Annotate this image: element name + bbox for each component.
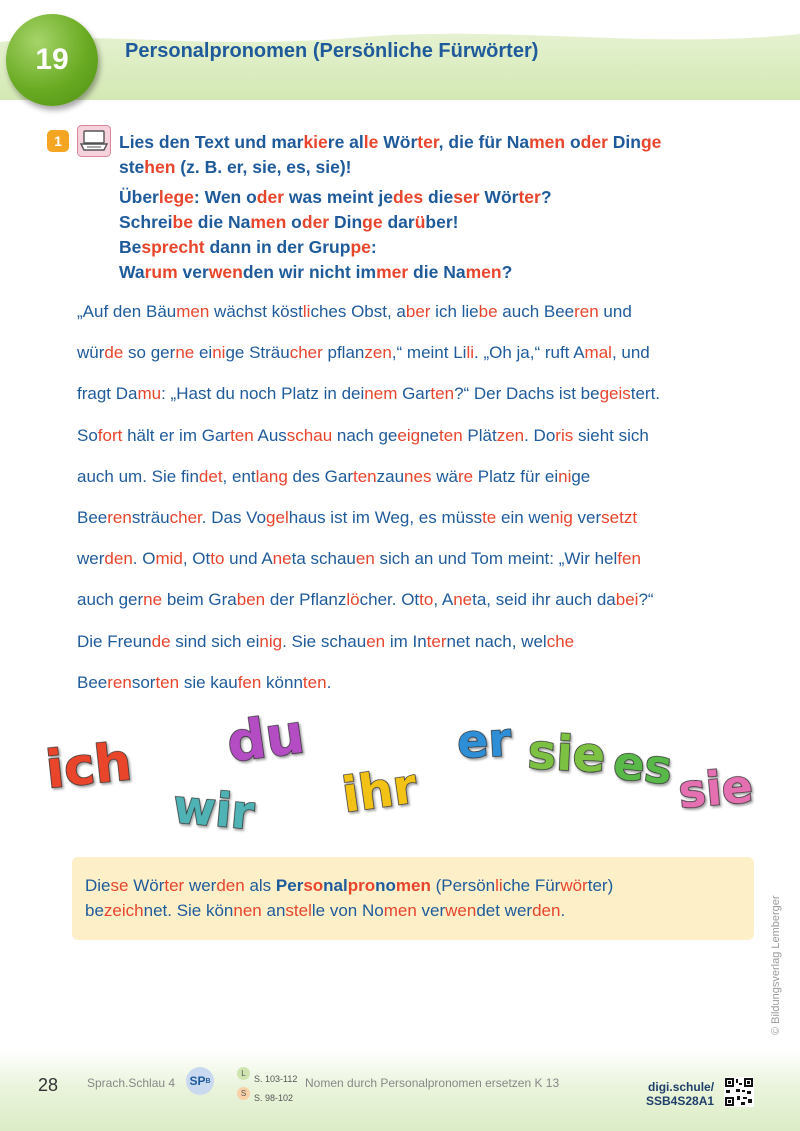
page-number: 28 (38, 1075, 59, 1095)
story-segment: ber (405, 302, 431, 321)
story-segment: zau (376, 466, 405, 486)
story-segment: gel (266, 508, 289, 527)
story-line (77, 343, 650, 363)
instruction-segment: ber! (425, 212, 459, 232)
instruction-segment: ü (414, 212, 426, 232)
story-segment: ches Obst, a (310, 302, 406, 321)
instruction-segment: pe (350, 237, 371, 257)
story-segment: ren (107, 508, 132, 527)
instruction-segment: ter (417, 132, 439, 152)
info-segment: Per (275, 876, 304, 895)
instruction-segment: dar (382, 212, 415, 232)
instruction-segment: ste (119, 157, 145, 177)
story-segment: ben (236, 590, 266, 610)
story-segment: ten (155, 672, 180, 692)
story-segment: wür (77, 343, 105, 363)
info-segment: che Für (502, 876, 561, 895)
story-segment: ge Sträu (225, 343, 290, 363)
story-segment: ne (420, 425, 440, 445)
story-segment: tert. (630, 384, 661, 404)
story-segment: wä (431, 466, 458, 486)
instruction-segment: die (423, 187, 454, 207)
laptop-icon (77, 125, 111, 157)
story-segment: So (77, 425, 98, 445)
story-line (77, 673, 331, 693)
copyright: © Bildungsverlag Lemberger (770, 895, 782, 1035)
instruction-segment: ge (362, 212, 383, 232)
story-segment: wächst köst (209, 302, 303, 321)
info-segment: Wör (128, 876, 165, 895)
info-segment: se (110, 876, 129, 895)
instruction-line (119, 237, 377, 258)
story-segment: bei (615, 590, 639, 610)
info-segment: wen (445, 901, 477, 920)
story-segment: ne (272, 549, 292, 569)
instruction-segment: rum (144, 262, 178, 282)
instruction-segment: : Wen o (193, 187, 257, 207)
instruction-segment: Lies den Text und mar (119, 132, 304, 152)
story-segment: re (457, 466, 474, 486)
story-segment: te (482, 508, 497, 527)
story-segment: Bee (77, 508, 108, 527)
instruction-segment: hen (144, 157, 176, 177)
digi-link-line-2: SSB4S28A1 (646, 1094, 715, 1108)
story-segment: de (104, 343, 124, 363)
story-segment: eig (397, 425, 421, 445)
story-segment: sich an und Tom meint: „Wir hel (374, 549, 618, 569)
pronoun-du: du (223, 701, 309, 775)
story-segment: ne (453, 590, 473, 610)
story-segment: ?“ (638, 590, 654, 610)
story-segment: . „Oh ja,“ ruft A (474, 343, 585, 363)
story-line (77, 590, 654, 610)
info-segment: men (383, 901, 417, 920)
story-segment: li (466, 343, 474, 363)
info-segment: an (261, 901, 286, 920)
story-segment: zen (496, 425, 525, 445)
story-segment: ein we (496, 508, 551, 527)
story-segment: to (210, 549, 225, 569)
story-segment: könn (261, 672, 303, 692)
instruction-segment: sprecht (141, 237, 205, 257)
story-segment: ?“ Der Dachs ist be (454, 384, 600, 404)
info-line (85, 901, 565, 921)
ref-l-label: L (241, 1069, 246, 1078)
story-segment: im In (385, 631, 427, 651)
story-segment: pflan (322, 343, 365, 363)
story-segment: lang (255, 466, 288, 486)
pronoun-wir: wir (171, 779, 257, 841)
story-segment: be (478, 302, 498, 321)
story-segment: , A (433, 590, 454, 610)
spb-badge (186, 1067, 214, 1095)
story-segment: ter (426, 631, 447, 651)
info-segment: no (375, 876, 396, 895)
story-segment: ten (430, 384, 455, 404)
instruction-segment: , die für Na (438, 132, 530, 152)
story-segment: zen (364, 343, 392, 363)
story-segment: sind sich ei (170, 631, 260, 651)
story-segment: , Ot (182, 549, 211, 569)
instruction-segment: le (158, 187, 174, 207)
instruction-segment: Über (119, 187, 159, 207)
story-line (77, 508, 637, 528)
instruction-segment: kie (303, 132, 328, 152)
story-segment: haus ist im Weg, es müss (288, 508, 483, 527)
story-segment: . Das Vo (201, 508, 267, 527)
story-segment: nig (259, 631, 283, 651)
instruction-segment: ge (173, 187, 194, 207)
info-segment: det wer (476, 901, 533, 920)
instruction-segment: den wir nicht im (242, 262, 377, 282)
story-segment: nes (404, 466, 432, 486)
ref-s-label: S (240, 1089, 247, 1098)
story-segment: ei (194, 343, 213, 363)
story-segment: schau (286, 425, 333, 445)
story-segment: wer (77, 549, 105, 569)
instruction-segment: (z. B. er, sie, es, sie)! (175, 157, 352, 177)
story-segment: li (302, 302, 311, 321)
story-segment: ten (439, 425, 463, 445)
instruction-segment: wen (208, 262, 243, 282)
instruction-segment: ? (540, 187, 552, 207)
info-segment: net. Sie kön (143, 901, 234, 920)
instruction-segment: der (256, 187, 285, 207)
story-segment: ten (352, 466, 377, 486)
story-line (77, 426, 649, 446)
pronoun-bubbles (0, 700, 800, 850)
story-segment: nig (550, 508, 573, 527)
instruction-segment: Din (329, 212, 363, 232)
story-segment: det (198, 466, 223, 486)
info-segment: (Persön (430, 876, 496, 895)
ref-l-pages: S. 103-112 (254, 1074, 298, 1084)
story-segment: , ent (222, 466, 256, 486)
story-segment: fragt Da (77, 384, 138, 404)
story-segment: ne (175, 343, 195, 363)
info-segment: li (495, 876, 503, 895)
instruction-segment: men (465, 262, 502, 282)
task-number: 1 (54, 133, 62, 149)
story-segment: geis (599, 384, 631, 404)
story-segment: fen (617, 549, 641, 569)
story-segment: fort (97, 425, 123, 445)
instruction-segment: Be (119, 237, 142, 257)
info-line (85, 876, 613, 896)
pronoun-es: es (610, 735, 675, 796)
story-segment: Platz für ei (473, 466, 559, 486)
story-segment: . (326, 672, 332, 692)
story-line (77, 384, 660, 404)
instruction-segment: ser (453, 187, 480, 207)
info-box (72, 857, 754, 940)
digi-link[interactable] (646, 1080, 714, 1108)
story-segment: mid (155, 549, 183, 569)
story-segment: nem (364, 384, 398, 404)
info-segment: zeich (103, 901, 144, 920)
chapter-badge (6, 14, 98, 106)
story-segment: mal (584, 343, 612, 363)
instruction-segment: Din (607, 132, 641, 152)
spb-badge-label: SP (189, 1074, 206, 1088)
story-segment: Bee (77, 672, 108, 692)
story-segment: ta, seid ihr auch da (472, 590, 616, 610)
pronoun-er: er (455, 712, 513, 769)
instruction-line (119, 262, 512, 283)
story-segment: sieht sich (573, 425, 649, 445)
story-segment: und A (224, 549, 273, 569)
instruction-line (119, 157, 351, 178)
info-segment: ter) (587, 876, 614, 895)
instruction-segment: men (529, 132, 566, 152)
story-segment: ne (143, 590, 163, 610)
story-segment: Aus (253, 425, 287, 445)
story-segment: so ger (123, 343, 176, 363)
instruction-segment: was meint je (284, 187, 393, 207)
ref-l-badge (237, 1067, 250, 1080)
info-segment: nen (233, 901, 262, 920)
info-segment: ter (164, 876, 185, 895)
instruction-segment: Schrei (119, 212, 173, 232)
pronoun-sie: sie (526, 724, 607, 785)
story-segment: ni (558, 466, 572, 486)
story-segment: fen (237, 672, 262, 692)
story-segment: auch Bee (497, 302, 575, 321)
instruction-segment: Wör (378, 132, 418, 152)
story-segment: en (355, 549, 375, 569)
instruction-segment: des (392, 187, 424, 207)
instruction-segment: o (565, 132, 581, 152)
story-segment: nach ge (332, 425, 398, 445)
instruction-segment: mer (376, 262, 409, 282)
story-line (77, 467, 590, 487)
story-segment: ren (574, 302, 599, 321)
instruction-segment: ter (518, 187, 541, 207)
info-segment: . (560, 901, 566, 920)
task-number-badge (47, 130, 69, 152)
story-segment: den (104, 549, 133, 569)
info-segment: stel (285, 901, 312, 920)
instruction-segment: Wa (119, 262, 145, 282)
story-segment: sor (131, 672, 156, 692)
instruction-segment: le (363, 132, 379, 152)
story-segment: Gar (397, 384, 431, 404)
instruction-segment: ver (177, 262, 209, 282)
pronoun-sie-2: sie (676, 758, 756, 819)
instruction-line (119, 212, 458, 233)
instruction-segment: be (172, 212, 193, 232)
story-segment: . Do (524, 425, 556, 445)
story-segment: Plät (462, 425, 497, 445)
info-segment: wör (560, 876, 588, 895)
story-segment: und (598, 302, 632, 321)
story-segment: hält er im Gar (122, 425, 231, 445)
story-segment: auch ger (77, 590, 144, 610)
story-segment: ni (212, 343, 226, 363)
info-segment: le von No (311, 901, 384, 920)
story-segment: Die Freun (77, 631, 152, 651)
story-line (77, 632, 574, 652)
story-segment: ren (107, 672, 132, 692)
story-segment: : „Hast du noch Platz in dei (161, 384, 365, 404)
pronoun-ihr: ihr (338, 758, 421, 824)
info-segment: den (532, 901, 561, 920)
story-segment: lö (346, 590, 360, 610)
story-segment: net nach, wel (446, 631, 547, 651)
instruction-line (119, 187, 552, 208)
story-segment: ver (572, 508, 602, 527)
story-segment: ge (571, 466, 591, 486)
story-segment: . O (132, 549, 156, 569)
chapter-number: 19 (35, 43, 69, 76)
story-segment: che (546, 631, 575, 651)
ref-s-badge (237, 1087, 250, 1100)
instruction-segment: der (580, 132, 608, 152)
story-segment: cher (169, 508, 202, 527)
instruction-segment: Wör (479, 187, 519, 207)
story-segment: de (151, 631, 171, 651)
story-segment: auch um. Sie fin (77, 466, 199, 486)
pronoun-ich: ich (43, 732, 135, 801)
story-segment: ten (302, 672, 327, 692)
footer-topic: Nomen durch Personalpronomen ersetzen K 13 (305, 1076, 560, 1090)
story-segment: , und (611, 343, 650, 363)
info-segment: ver (416, 901, 446, 920)
story-segment: ten (230, 425, 254, 445)
story-segment: ,“ meint Li (391, 343, 467, 363)
info-segment: be (85, 901, 104, 920)
instruction-segment: die Na (408, 262, 466, 282)
info-segment: Die (85, 876, 111, 895)
info-segment: den (216, 876, 245, 895)
story-line (77, 302, 632, 322)
story-segment: ta schau (291, 549, 356, 569)
page-title: Personalpronomen (Persönliche Fürwörter) (125, 40, 539, 62)
info-segment: als (244, 876, 276, 895)
info-segment: men (395, 876, 431, 895)
book-title: Sprach.Schlau 4 (87, 1076, 176, 1090)
story-segment: . Sie schau (282, 631, 367, 651)
info-segment: nal (323, 876, 348, 895)
story-segment: „Auf den Bäu (77, 302, 177, 321)
story-segment: to (419, 590, 434, 610)
instruction-segment: re al (327, 132, 364, 152)
story-segment: cher. Ot (359, 590, 420, 610)
story-segment: setzt (601, 508, 638, 527)
instruction-segment: : (370, 237, 377, 257)
instruction-segment: ? (501, 262, 513, 282)
story-line (77, 549, 641, 569)
digi-link-line-1: digi.schule/ (648, 1080, 715, 1094)
story-segment: men (176, 302, 210, 321)
info-segment: wer (184, 876, 217, 895)
story-segment: des Gar (287, 466, 353, 486)
instruction-segment: men (250, 212, 287, 232)
instruction-segment: o (286, 212, 302, 232)
story-segment: mu (137, 384, 162, 404)
story-segment: en (366, 631, 386, 651)
info-segment: so (303, 876, 324, 895)
story-segment: sträu (131, 508, 170, 527)
ref-s-pages: S. 98-102 (254, 1093, 294, 1103)
story-segment: ris (555, 425, 574, 445)
instruction-segment: die Na (192, 212, 251, 232)
spb-badge-sub: B (205, 1077, 211, 1085)
story-segment: ich lie (430, 302, 479, 321)
qr-code-icon[interactable] (724, 1077, 754, 1107)
instruction-line (119, 132, 661, 153)
story-segment: sie kau (179, 672, 238, 692)
instruction-segment: der (301, 212, 330, 232)
instruction-segment: dann in der Grup (204, 237, 351, 257)
story-segment: beim Gra (162, 590, 237, 610)
story-segment: der Pflanz (265, 590, 347, 610)
instruction-segment: ge (640, 132, 662, 152)
info-segment: pro (347, 876, 376, 895)
story-segment: cher (289, 343, 323, 363)
